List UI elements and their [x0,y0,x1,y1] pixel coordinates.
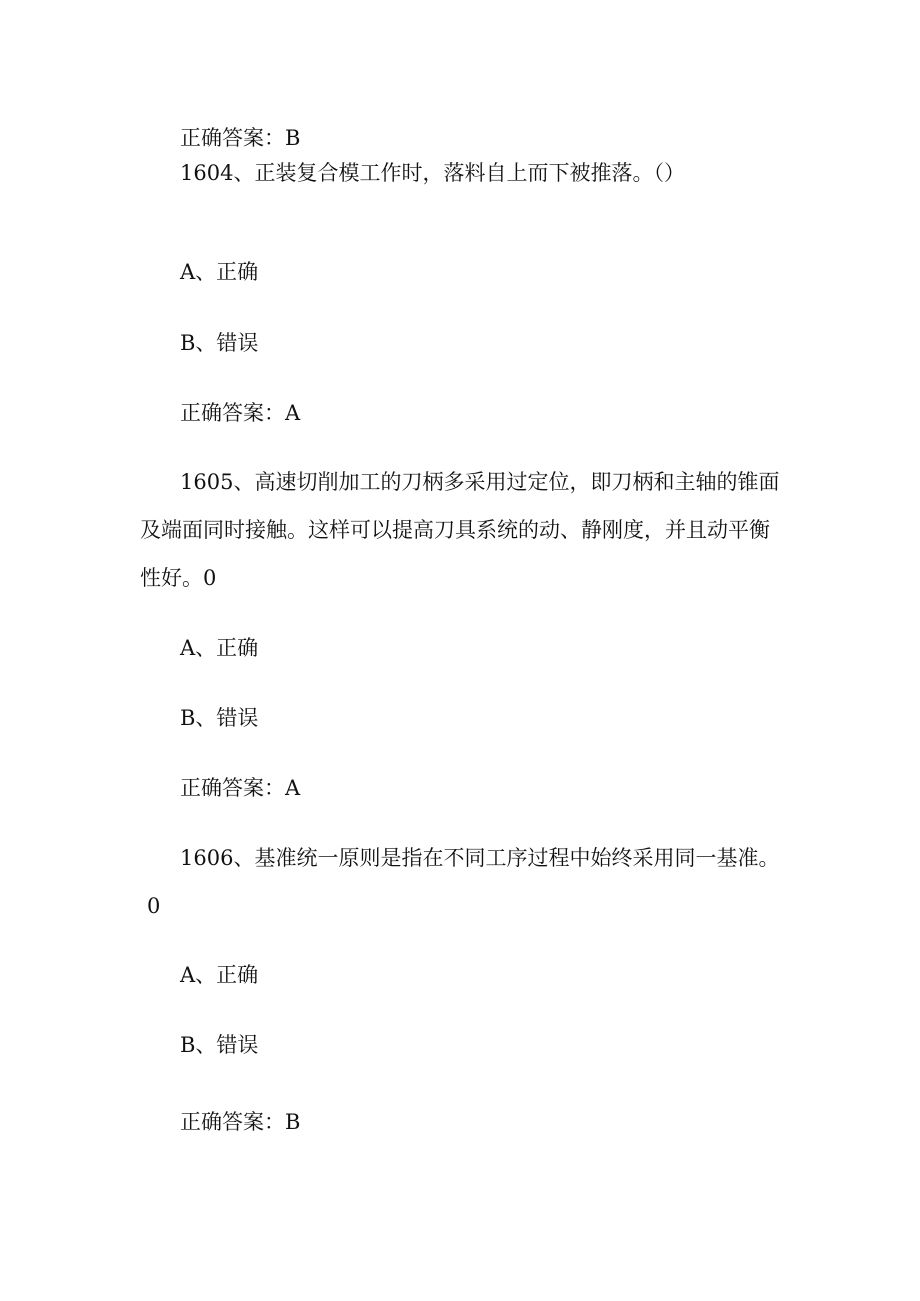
previous-correct-answer: 正确答案：B [180,126,301,150]
question-1606-option-b: B、错误 [180,1033,259,1057]
question-1604-text: 1604、正装复合模工作时，落料自上而下被推落。（） [180,161,685,185]
question-1605-text-line-2: 及端面同时接触。这样可以提高刀具系统的动、静刚度，并且动平衡 [140,518,770,542]
question-1604-option-b: B、错误 [180,331,259,355]
question-1606-correct-answer: 正确答案：B [180,1110,301,1134]
question-1605-option-a: A、正确 [180,636,259,660]
question-1605-text-line-3: 性好。0 [140,566,217,590]
question-1605-option-b: B、错误 [180,706,259,730]
question-1606-option-a: A、正确 [180,963,259,987]
question-1606-text-line-1: 1606、基准统一原则是指在不同工序过程中始终采用同一基准。 [180,846,780,870]
question-1604-correct-answer: 正确答案：A [180,401,301,425]
question-1605-correct-answer: 正确答案：A [180,776,301,800]
question-1606-text-line-2: 0 [147,894,161,918]
question-1605-text-line-1: 1605、高速切削加工的刀柄多采用过定位，即刀柄和主轴的锥面 [180,470,780,494]
question-1604-option-a: A、正确 [180,260,259,284]
